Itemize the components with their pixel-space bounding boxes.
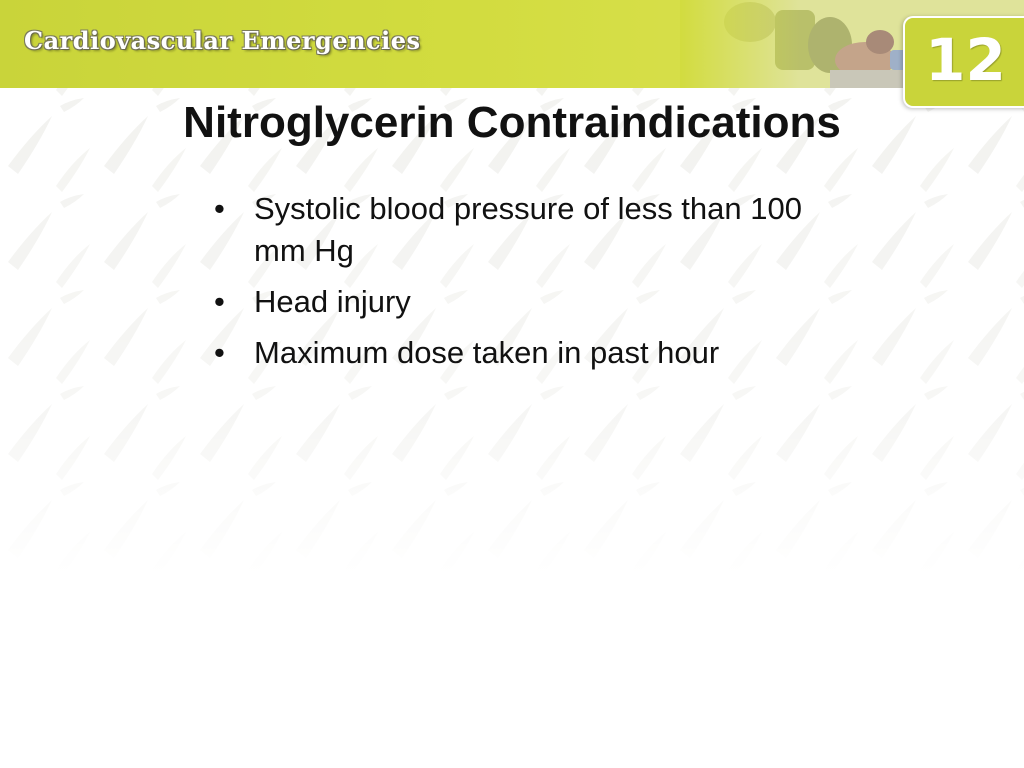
bullet-marker: •: [214, 191, 225, 226]
chapter-tab: [903, 16, 1024, 108]
slide-title: Nitroglycerin Contraindications: [183, 98, 841, 147]
header-title: Cardiovascular Emergencies: [24, 26, 421, 55]
bullet-text: Systolic blood pressure of less than 100 mm Hg: [254, 191, 802, 268]
list-item: [214, 332, 834, 374]
bullet-text: Head injury: [254, 284, 411, 319]
chapter-number: 12: [925, 26, 1006, 94]
list-item: [214, 188, 834, 272]
list-item: [214, 281, 834, 323]
bullet-list: [214, 188, 834, 383]
bullet-marker: •: [214, 284, 225, 319]
bullet-marker: •: [214, 335, 225, 370]
bullet-text: Maximum dose taken in past hour: [254, 335, 720, 370]
